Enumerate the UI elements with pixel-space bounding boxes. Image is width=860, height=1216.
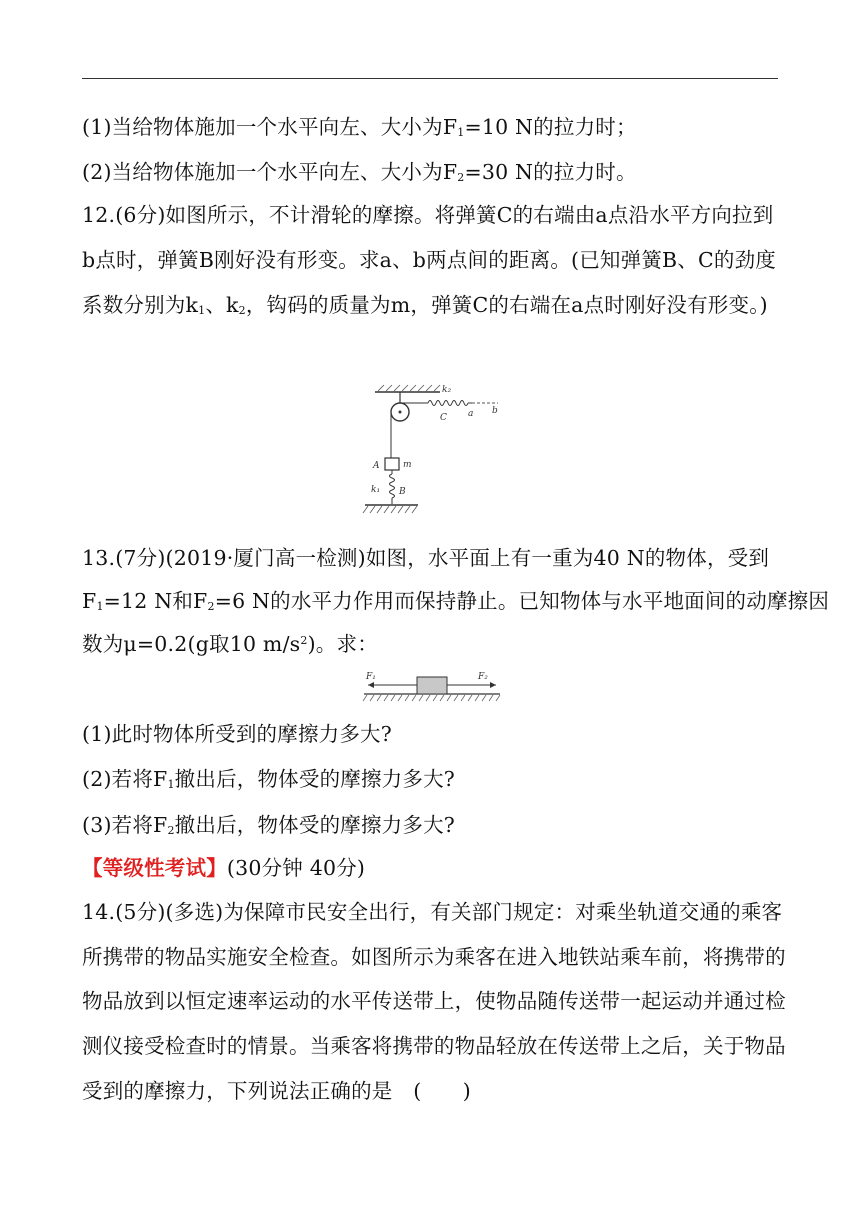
q13-line-1: 13.(7分)(2019·厦门高一检测)如图，水平面上有一重为40 N的物体，受到: [82, 546, 770, 570]
label-b: b: [492, 406, 498, 416]
q12-line-2: b点时，弹簧B刚好没有形变。求a、b两点间的距离。(已知弹簧B、C的劲度: [82, 248, 776, 272]
block: [417, 677, 447, 694]
q13-sub-3: (3)若将$F_2$撤出后，物体受的摩擦力多大?: [82, 813, 455, 837]
spring-b: [390, 474, 395, 498]
section-title: 【等级性考试】: [82, 856, 227, 880]
section-heading: [82, 858, 365, 879]
q13-block-forces-figure: [362, 668, 502, 708]
label-a: a: [468, 409, 474, 419]
section-info: (30分钟 40分): [226, 856, 366, 880]
q13-line-3: 数为μ=0.2(g取10 $m/s^2$)。求：: [82, 632, 378, 656]
label-k2: k₂: [442, 385, 452, 395]
header-rule: [82, 78, 778, 79]
q13-sub-1: (1)此时物体所受到的摩擦力多大?: [82, 722, 392, 746]
label-f1: F₁: [366, 672, 376, 682]
spring-c: [428, 401, 468, 406]
label-f2: F₂: [478, 672, 488, 682]
q12-spring-pulley-figure: [360, 382, 510, 522]
q12-line-3: 系数分别为$k_1$、$k_2$，钩码的质量为m，弹簧C的右端在a点时刚好没有形变。): [82, 293, 768, 317]
label-m: m: [403, 460, 412, 470]
label-k1: k₁: [371, 485, 381, 495]
label-b-spring: B: [399, 487, 406, 497]
q12-line-1: 12.(6分)如图所示，不计滑轮的摩擦。将弹簧C的右端由a点沿水平方向拉到: [82, 203, 774, 227]
q11-item-1: (1)当给物体施加一个水平向左、大小为$F_1=10$ N的拉力时；: [82, 115, 637, 139]
q14-line-1: 14.(5分)(多选)为保障市民安全出行，有关部门规定：对乘坐轨道交通的乘客: [82, 900, 783, 924]
q14-line-4: 测仪接受检查时的情景。当乘客将携带的物品轻放在传送带上之后，关于物品: [82, 1034, 786, 1058]
q11-item-2: (2)当给物体施加一个水平向左、大小为$F_2=30$ N的拉力时。: [82, 160, 637, 184]
block-a: [385, 458, 399, 470]
label-a-block: A: [373, 461, 380, 471]
q14-line-2: 所携带的物品实施安全检查。如图所示为乘客在进入地铁站乘车前，将携带的: [82, 945, 786, 969]
q13-line-2: $F_1=12$ N和$F_2=6$ N的水平力作用而保持静止。已知物体与水平地面间的动摩擦因: [82, 589, 830, 613]
q14-line-5: 受到的摩擦力，下列说法正确的是 ( ): [82, 1079, 471, 1103]
q13-sub-2: (2)若将$F_1$撤出后，物体受的摩擦力多大?: [82, 767, 455, 791]
label-c: C: [440, 413, 447, 423]
q14-line-3: 物品放到以恒定速率运动的水平传送带上，使物品随传送带一起运动并通过检: [82, 989, 786, 1013]
